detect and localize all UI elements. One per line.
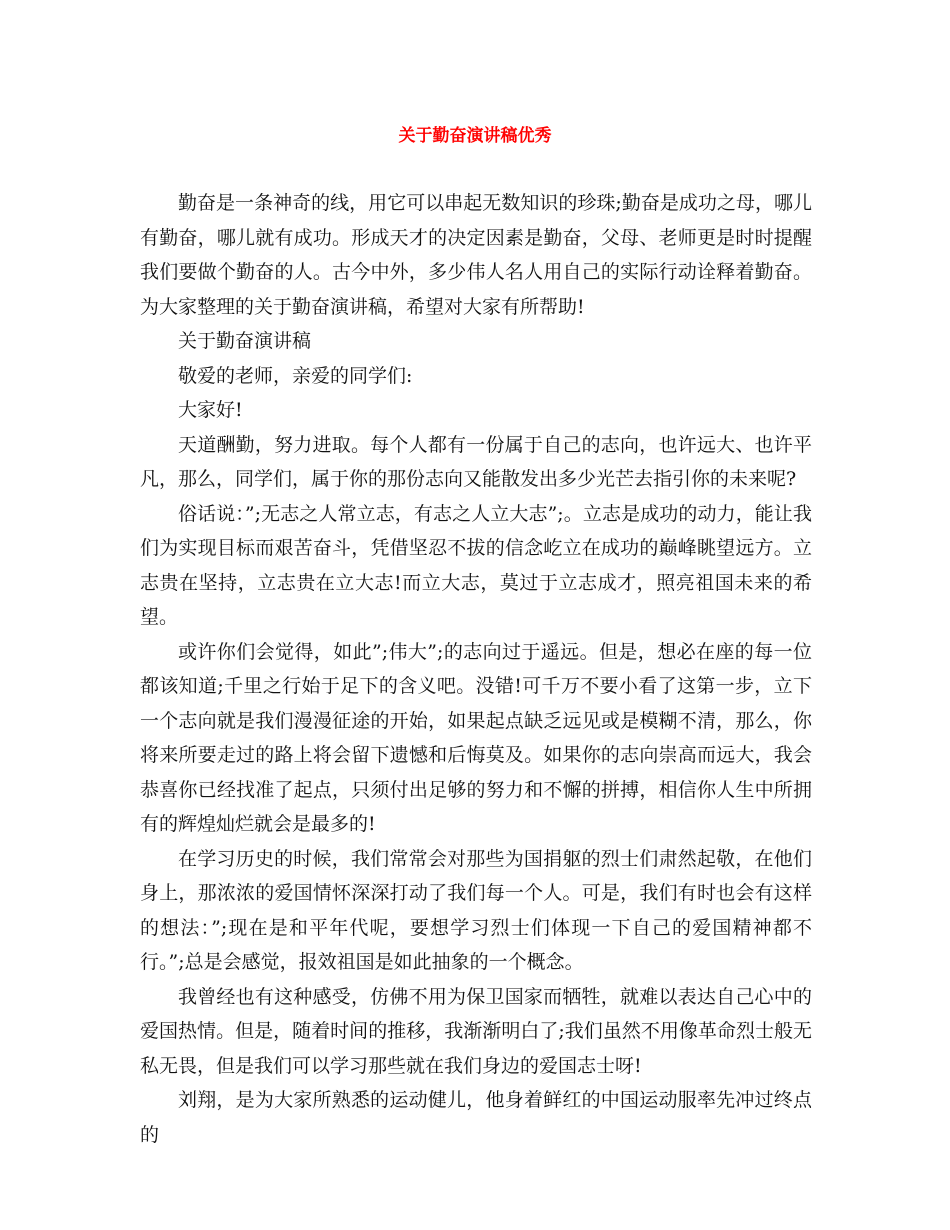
document-title: 关于勤奋演讲稿优秀 (398, 126, 552, 146)
paragraph-intro: 勤奋是一条神奇的线，用它可以串起无数知识的珍珠;勤奋是成功之母，哪儿有勤奋，哪儿就有成功。形成天才的决定因素是勤奋，父母、老师更是时时提醒我们要做个勤奋的人。古今中外，多少伟人名人用自己的实际行动诠释着勤奋。为大家整理的关于勤奋演讲稿，希望对大家有所帮助! (140, 192, 812, 318)
paragraph-body: 俗话说：”;无志之人常立志，有志之人立大志”;。立志是成功的动力，能让我们为实现目标而艰苦奋斗，凭借坚忍不拔的信念屹立在成功的巅峰眺望远方。立志贵在坚持，立志贵在立大志!而立大志，莫过于立志成才，照亮祖国未来的希望。 (140, 502, 812, 628)
paragraph-greeting: 大家好! (178, 399, 243, 421)
paragraph-body: 刘翔，是为大家所熟悉的运动健儿，他身着鲜红的中国运动服率先冲过终点的 (140, 1089, 812, 1146)
document-body (140, 186, 812, 1152)
paragraph-salutation: 敬爱的老师，亲爱的同学们: (178, 364, 413, 387)
paragraph-subtitle: 关于勤奋演讲稿 (178, 330, 312, 352)
paragraph-body: 在学习历史的时候，我们常常会对那些为国捐躯的烈士们肃然起敬，在他们身上，那浓浓的爱国情怀深深打动了我们每一个人。可是，我们有时也会有这样的想法：”;现在是和平年代呢，要想学习烈士们体现一下自己的爱国精神都不行。”;总是会感觉，报效祖国是如此抽象的一个概念。 (140, 847, 812, 973)
paragraph-body: 天道酬勤，努力进取。每个人都有一份属于自己的志向，也许远大、也许平凡，那么，同学们，属于你的那份志向又能散发出多少光芒去指引你的未来呢? (140, 433, 812, 490)
paragraph-body: 或许你们会觉得，如此”;伟大”;的志向过于遥远。但是，想必在座的每一位都该知道;千里之行始于足下的含义吧。没错!可千万不要小看了这第一步，立下一个志向就是我们漫漫征途的开始，如果起点缺乏远见或是模糊不清，那么，你将来所要走过的路上将会留下遗憾和后悔莫及。如果你的志向崇高而远大，我会恭喜你已经找准了起点，只须付出足够的努力和不懈的拼搏，相信你人生中所拥有的辉煌灿烂就会是最多的! (140, 640, 812, 835)
paragraph-body: 我曾经也有这种感受，仿佛不用为保卫国家而牺牲，就难以表达自己心中的爱国热情。但是，随着时间的推移，我渐渐明白了;我们虽然不用像革命烈士般无私无畏，但是我们可以学习那些就在我们身边的爱国志士呀! (140, 985, 812, 1077)
